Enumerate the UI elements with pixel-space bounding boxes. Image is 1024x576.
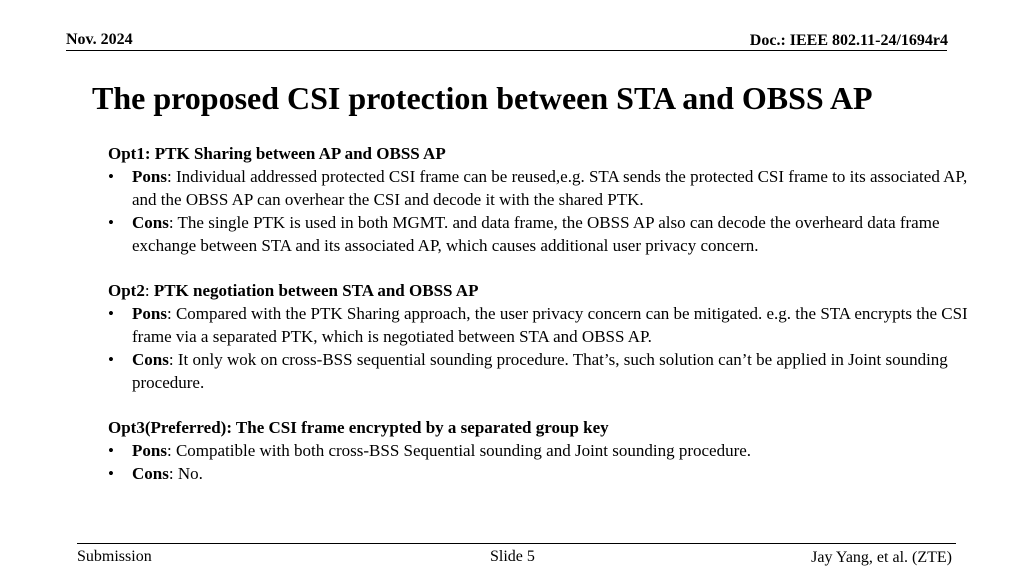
bullet-glyph: • <box>108 304 114 323</box>
option-2-section <box>108 280 988 394</box>
option-1-heading <box>108 143 988 165</box>
header-date: Nov. 2024 <box>66 31 133 48</box>
option-1-cons-bullet <box>108 211 988 257</box>
slide-body <box>108 143 988 508</box>
option-1-section <box>108 143 988 257</box>
header-divider <box>66 50 947 51</box>
option-2-cons-bullet <box>108 348 988 394</box>
footer-author: Jay Yang, et al. (ZTE) <box>811 549 952 566</box>
pons-label: Pons <box>132 167 167 186</box>
pons-text: : Individual addressed protected CSI frame can be reused,e.g. STA sends the protected CSI frame to its associated AP, and the OBSS AP can overhear the CSI and decode it with the shared PTK. <box>132 167 968 209</box>
option-1-pons-bullet <box>108 165 988 211</box>
pons-text: : Compared with the PTK Sharing approach, the user privacy concern can be mitigated. e.g. the STA encrypts the CSI frame via a separated PTK, which is negotiated between STA and OBSS AP. <box>132 304 968 346</box>
bullet-glyph: • <box>108 441 114 460</box>
cons-label: Cons <box>132 350 169 369</box>
footer-slide-number: Slide 5 <box>490 548 535 565</box>
bullet-glyph: • <box>108 350 114 369</box>
option-2-heading <box>108 280 988 302</box>
option-2-heading-separator: : <box>144 281 154 300</box>
option-2-pons-bullet <box>108 302 988 348</box>
option-2-heading-prefix: Opt2 <box>108 281 145 300</box>
cons-text: : It only wok on cross-BSS sequential sounding procedure. That’s, such solution can’t be applied in Joint sounding procedure. <box>132 350 948 392</box>
bullet-glyph: • <box>108 167 114 186</box>
option-3-pons-bullet <box>108 439 988 462</box>
option-3-heading-text: Opt3(Preferred): The CSI frame encrypted by a separated group key <box>108 418 609 437</box>
option-3-cons-bullet <box>108 462 988 485</box>
pons-text: : Compatible with both cross-BSS Sequential sounding and Joint sounding procedure. <box>166 441 752 460</box>
option-3-section <box>108 417 988 485</box>
slide-title: The proposed CSI protection between STA and OBSS AP <box>92 80 873 116</box>
footer-divider <box>77 543 956 544</box>
pons-label: Pons <box>132 304 167 323</box>
option-1-heading-text: Opt1: PTK Sharing between AP and OBSS AP <box>108 144 446 163</box>
pons-label: Pons <box>132 441 167 460</box>
option-2-heading-text: PTK negotiation between STA and OBSS AP <box>153 281 479 300</box>
cons-label: Cons <box>132 464 169 483</box>
cons-text: : No. <box>168 464 203 483</box>
cons-label: Cons <box>132 213 169 232</box>
footer-submission: Submission <box>77 548 152 565</box>
header-doc-id: Doc.: IEEE 802.11-24/1694r4 <box>749 32 948 49</box>
bullet-glyph: • <box>108 213 114 232</box>
cons-text: : The single PTK is used in both MGMT. and data frame, the OBSS AP also can decode the overheard data frame exchange between STA and its associated AP, which causes additional user privacy concern. <box>132 213 940 255</box>
bullet-glyph: • <box>108 464 114 483</box>
option-3-heading <box>108 417 988 439</box>
